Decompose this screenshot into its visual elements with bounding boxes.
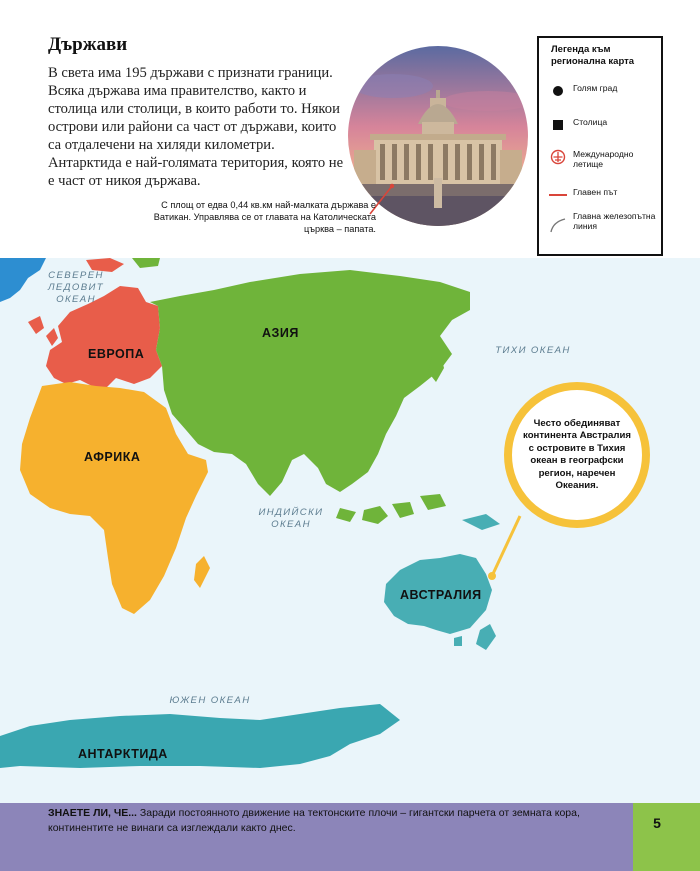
- arctic-ocean-label: СЕВЕРЕН ЛЕДОВИТ ОКЕАН: [47, 270, 105, 305]
- road-line-icon: [549, 186, 567, 204]
- square-icon: [549, 116, 567, 134]
- pacific-ocean-label: ТИХИ ОКЕАН: [495, 345, 571, 356]
- page-number-box: [633, 803, 700, 871]
- world-map: [0, 258, 700, 803]
- photo-caption: С площ от едва 0,44 кв.км най-малката държава е Ватикан. Управлява се от главата на Католическата църква – папата.: [153, 200, 376, 234]
- map-legend: [537, 36, 663, 256]
- fact-text: [48, 806, 623, 836]
- australia-label: АВСТРАЛИЯ: [400, 588, 482, 602]
- airport-icon: [549, 148, 567, 166]
- fact-lead: ЗНАЕТЕ ЛИ, ЧЕ...: [48, 807, 137, 819]
- legend-item-capital: Столица: [549, 116, 661, 142]
- railway-line-icon: [549, 216, 567, 234]
- asia-label: АЗИЯ: [262, 326, 299, 340]
- legend-item-railway: Главна железопътна линия: [549, 210, 661, 236]
- africa-label: АФРИКА: [84, 450, 141, 464]
- legend-item-airport: Международно летище: [549, 148, 661, 174]
- southern-ocean-label: ЮЖЕН ОКЕАН: [169, 695, 251, 706]
- oceania-callout-text: Често обединяват континента Австралия с островите в Тихия океан в географски регион, наречен Океания.: [523, 417, 631, 491]
- legend-item-large-city: Голям град: [549, 82, 661, 108]
- page-number: 5: [653, 815, 661, 831]
- fact-body: Заради постоянното движение на тектонските плочи – гигантски парчета от земната кора, континентите не винаги са изглеждали както днес.: [48, 807, 580, 834]
- legend-item-main-road: Главен път: [549, 186, 661, 212]
- dot-icon: [549, 82, 567, 100]
- intro-paragraph: В света има 195 държави с признати граници. Всяка държава има правителство, както и столица или столици, в които работи то. Някои острови или райони са част от държави, които са отдалечени на хиляди километри. Антарктида е най-голямата територия, която не е част от никоя държава.: [48, 65, 344, 189]
- page-title: Държави: [48, 34, 128, 55]
- europe-label: ЕВРОПА: [88, 347, 145, 361]
- oceania-callout: [504, 382, 650, 528]
- antarctica-label: АНТАРКТИДА: [78, 747, 168, 761]
- legend-title: Легенда към регионална карта: [551, 44, 635, 67]
- indian-ocean-label: ИНДИЙСКИ ОКЕАН: [258, 507, 324, 530]
